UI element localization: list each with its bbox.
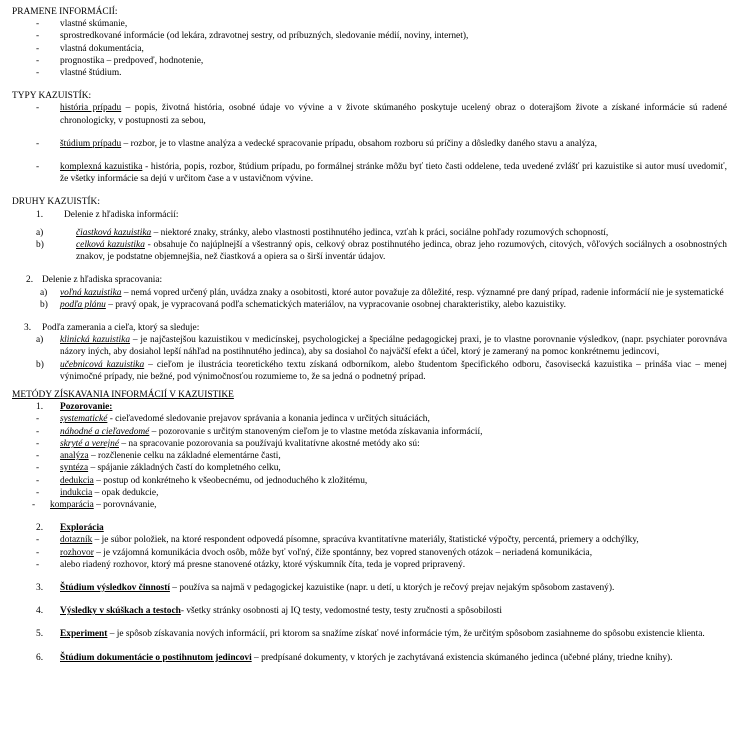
list-item: - vlastné skúmanie,: [36, 19, 128, 30]
list-item: b) celková kazuistika - obsahuje čo najúplnejší a všestranný opis, celkový obraz postihnutého jedinca, obraz jeho rozumových, citových, vôľových sociálnych a osobnostných znakov, je podstatne objemnejšia, než čiastková a opiera sa o širší inventár údajov.: [36, 240, 727, 263]
document: [12, 6, 727, 664]
subsection-heading: 2. Explorácia: [36, 523, 104, 534]
numbered-item: 5. Experiment – je spôsob získavania nových informácií, pri ktorom sa snažíme získať nové informácie tým, že určitým spôsobom zasiahneme do spôsobu existencie klienta.: [36, 629, 705, 640]
list-item: b) podľa plánu – pravý opak, je vypracovaná podľa schematických materiálov, na vypracovanie osobnej charakteristiky, alebo kazuistiky.: [40, 299, 567, 310]
list-item: - dedukcia – postup od konkrétneho k všeobecnému, od jednoduchého k zložitému,: [36, 475, 368, 486]
numbered-item: 4. Výsledky v skúškach a testoch- všetky stránky osobnosti aj IQ testy, vedomostné testy, testy zručnosti a spôsobilosti: [36, 606, 503, 617]
list-item: a) klinická kazuistika – je najčastejšou kazuistikou v medicínskej, psychologickej a špeciálne pedagogickej praxi, je to vlastne porovnanie výsledkov, (napr. psychiater porovnáva názory iných, aby dosiahol lepší náhľad na postihnutého jedinca), aby sa dosiahol čo najväčší efekt a účel, ktorý je zameraný na pomoc konkrétnemu jedincovi,: [36, 335, 727, 358]
list-item: - vlastné štúdium.: [36, 68, 122, 79]
numbered-item: 3. Štúdium výsledkov činností – používa sa najmä v pedagogickej kazuistike (napr. u detí, u ktorých je rečový prejav nejakým spôsobom zastavený).: [36, 582, 615, 593]
list-item: - komplexná kazuistika - história, popis, rozbor, štúdium prípadu, po formálnej stránke môžu byť tieto časti oddelene, teda uvedené zvlášť pri kazuistike si autor musí uvedomiť, že všetky informácie sa dejú v určitom čase a v ustavičnom vývine.: [36, 162, 727, 185]
list-item: - skryté a verejné – na spracovanie pozorovania sa používajú kvalitatívne akostné metódy ako sú:: [36, 438, 420, 449]
list-item: - náhodné a cieľavedomé – pozorovanie s určitým stanoveným cieľom je to vlastne metóda získavania informácií,: [36, 426, 483, 437]
list-item: - história prípadu – popis, životná história, osobné údaje vo vývine a v živote skúmaného poskytuje ucelený obraz o doterajšom živote a získané informácie sú radené chronologicky, v postupnosti za sebou,: [36, 103, 728, 126]
section-heading-sources: PRAMENE INFORMÁCIÍ:: [12, 7, 118, 17]
list-item: - štúdium prípadu – rozbor, je to vlastne analýza a vedecké spracovanie prípadu, obsahom rozboru sú príčiny a dôsledky daného stavu a analýza,: [36, 138, 597, 149]
list-item: - dotazník – je súbor položiek, na ktoré respondent odpovedá písomne, spracúva kvantitatívne materiály, štatistické výpočty, percentá, priemery a odchýlky,: [36, 535, 639, 546]
subsection-heading: 1. Delenie z hľadiska informácií:: [36, 209, 179, 220]
numbered-item: 6. Štúdium dokumentácie o postihnutom jedincovi – predpísané dokumenty, v ktorých je zachytávaná existencia skúmaného jedinca (učebné plány, triedne knihy).: [36, 652, 673, 663]
subsection-heading: 3. Podľa zamerania a cieľa, ktorý sa sleduje:: [24, 323, 200, 334]
list-item: a) voľná kazuistika – nemá vopred určený plán, uvádza znaky a osobitosti, ktoré autor považuje za dôležité, resp. významné pre daný prípad, radenie informácií nie je systematické: [40, 287, 724, 298]
list-item: - systematické - cieľavedomé sledovanie prejavov správania a konania jedinca v určitých situáciách,: [36, 414, 430, 425]
list-item: - vlastná dokumentácia,: [36, 43, 144, 54]
list-item: - komparácia – porovnávanie,: [32, 499, 157, 510]
list-item: a) čiastková kazuistika – niektoré znaky, stránky, alebo vlastnosti postihnutého jedinca, vzťah k práci, sociálne pohľady rozumových schopností,: [36, 227, 609, 238]
section-heading-methods: METÓDY ZÍSKAVANIA INFORMÁCIÍ V KAZUISTIKE: [12, 390, 234, 401]
list-item: - analýza – rozčlenenie celku na základné elementárne časti,: [36, 451, 281, 462]
list-item: - rozhovor – je vzájomná komunikácia dvoch osôb, môže byť voľný, čiže spontánny, bez vopred stanovených otázok – neriadená komunikácia,: [36, 547, 593, 558]
subsection-heading: 1. Pozorovanie:: [36, 402, 113, 413]
subsection-heading: 2. Delenie z hľadiska spracovania:: [26, 275, 163, 286]
list-item: b) učebnicová kazuistika – cieľom je ilustrácia teoretického textu získaná odborníkom, alebo študentom špecifického odboru, časovisecká kazuistika – prináša viac – menej výnimočné prípady, nie bežné, pod výnimočnosťou rozumieme to, že sa jedná o podnetný prípad.: [36, 359, 728, 382]
list-item: - alebo riadený rozhovor, ktorý má presne stanovené otázky, ktoré výskumník číta, teda je vopred pripravený.: [36, 559, 466, 570]
section-heading-types: TYPY KAZUISTÍK:: [12, 91, 92, 102]
list-item: - prognostika – predpoveď, hodnotenie,: [36, 55, 204, 66]
list-item: - indukcia – opak dedukcie,: [36, 487, 159, 498]
list-item: - sprostredkované informácie (od lekára, zdravotnej sestry, od príbuzných, sledovanie médií, noviny, internet),: [36, 31, 469, 42]
section-heading-kinds: DRUHY KAZUISTÍK:: [12, 197, 100, 208]
list-item: - syntéza – spájanie základných častí do kompletného celku,: [36, 463, 281, 474]
